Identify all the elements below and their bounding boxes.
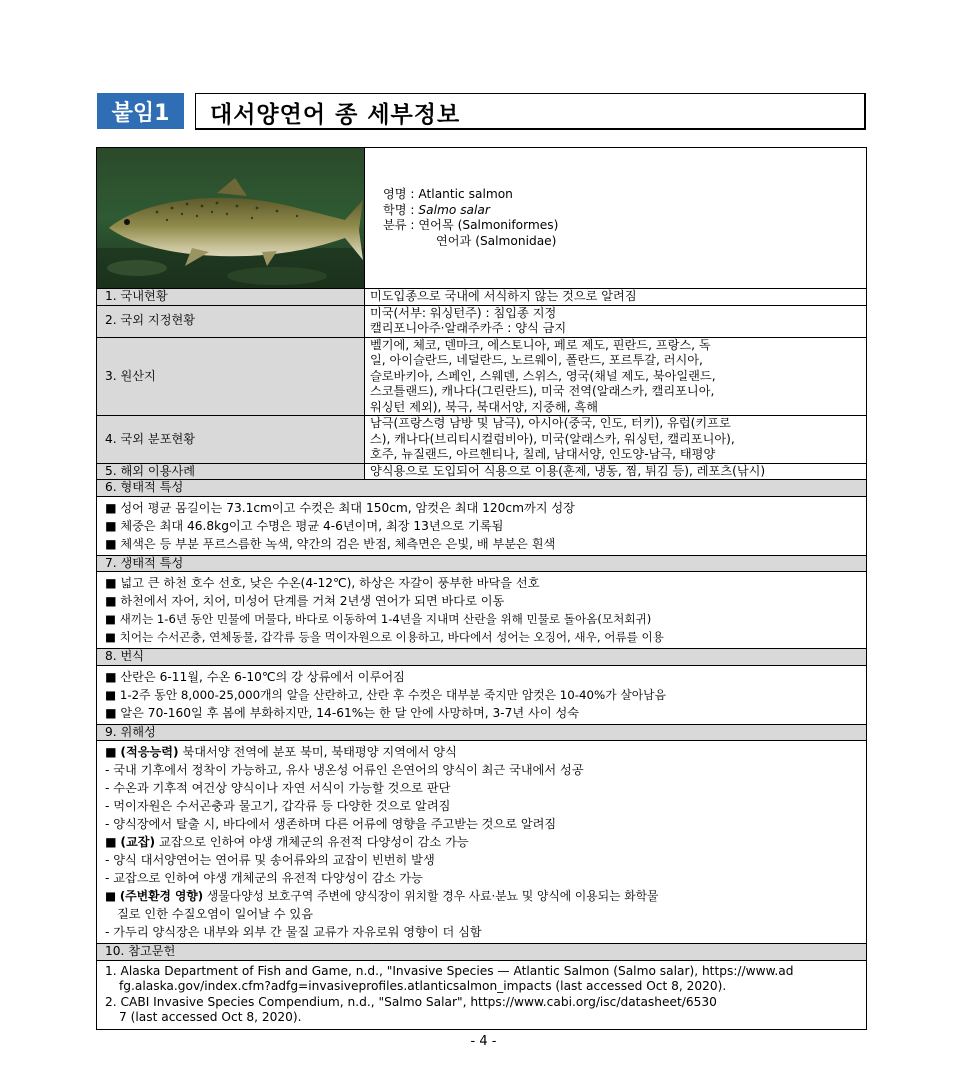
row-label-distribution: 4. 국외 분포현황 [97,416,365,464]
risk-env-text: 생물다양성 보호구역 주변에 양식장이 위치할 경우 사료·분뇨 및 양식에 이용되는 화학물 [203,889,659,903]
row-value-distribution [365,416,867,464]
dash-item: - 수온과 기후적 여건상 양식이나 자연 서식이 가능할 것으로 판단 [105,781,451,795]
class-line [383,218,861,234]
bullet-item: ■ 체중은 최대 46.8kg이고 수명은 평균 4-6년이며, 최장 13년으로 기록됨 [105,518,504,533]
row-line: 워싱턴 제외), 북극, 북대서양, 지중해, 흑해 [370,399,598,414]
common-name-label: 영명 : [383,187,419,201]
page-title: 대서양연어 종 세부정보 [210,101,461,128]
row-line: 미국(서부: 워싱턴주) : 침입종 지정 [370,305,557,320]
row-line: 남극(프랑스령 남방 및 남극), 아시아(중국, 인도, 터키), 유럽(키프로 [370,416,731,430]
bullet-item: ■ 1-2주 동안 8,000-25,000개의 알을 산란하고, 산란 후 수컷은 대부분 죽지만 암컷은 10-40%가 살아남음 [105,687,666,702]
sci-name: Salmo salar [418,202,490,217]
row-line: 스코틀랜드), 캐나다(그린란드), 미국 전역(알래스카, 캘리포니아, [370,384,715,398]
section-title-eco: 7. 생태적 특성 [97,555,867,572]
reference-line: 1. Alaska Department of Fish and Game, n.d., "Invasive Species — Atlantic Salmon (Salmo salar), https://www.ad [105,963,794,978]
bullet-item: ■ 치어는 수서곤충, 연체동물, 갑각류 등을 먹이자원으로 이용하고, 바다에서 성어는 오징어, 새우, 어류를 이용 [105,630,664,644]
row-line: 캘리포니아주·알래주카주 : 양식 금지 [370,321,567,335]
risk-env-label: (주변환경 영향) [119,889,204,903]
row-label-use: 5. 해외 이용사례 [97,463,365,480]
risk-env-head [105,887,858,905]
row-line: 벨기에, 체코, 덴마크, 에스토니아, 페로 제도, 핀란드, 프랑스, 독 [370,337,711,352]
family-line [383,234,861,250]
row-line: 스), 캐나다(브리티시컬럼비아), 미국(알래스카, 워싱턴, 캘리포니아), [370,431,735,446]
attachment-badge: 붙임1 [97,93,184,129]
section-title-morph: 6. 형태적 특성 [97,480,867,497]
row-line: 양식용으로 도입되어 식용으로 이용(훈제, 냉동, 찜, 튀김 등), 레포츠(낚시) [370,463,766,478]
bullet-mark: ■ [105,835,121,849]
section-body-eco [97,572,867,649]
bullet-item: ■ 새끼는 1-6년 동안 민물에 머물다, 바다로 이동하여 1-4년을 지내며 산란을 위해 민물로 돌아옴(모처회귀) [105,612,652,626]
common-name-line [383,187,861,203]
row-line: 호주, 뉴질랜드, 아르헨티나, 칠레, 남대서양, 인도양-남극, 태평양 [370,447,716,461]
class-label: 분류 : [383,218,419,232]
dash-item: - 양식 대서양연어는 연어류 및 송어류와의 교잡이 빈번히 발생 [105,853,435,867]
reference-line: fg.alaska.gov/index.cfm?adfg=invasiveprofiles.atlanticsalmon_impacts (last accessed Oct 8, 2020). [119,979,727,993]
row-label-domestic: 1. 국내현황 [97,289,365,306]
row-line: 슬로바키아, 스페인, 스웨덴, 스위스, 영국(채널 제도, 북아일랜드, [370,368,716,383]
row-value-origin [365,337,867,416]
common-name: Atlantic salmon [418,187,513,201]
species-info [365,148,867,289]
dash-item: - 먹이자원은 수서곤충과 물고기, 갑각류 등 다양한 것으로 알려짐 [105,799,451,813]
section-body-morph [97,496,867,555]
dash-item: - 양식장에서 탈출 시, 바다에서 생존하며 다른 어류에 영향을 주고받는 것으로 알려짐 [105,817,557,831]
bullet-item: ■ 체색은 등 부분 푸르스름한 녹색, 약간의 검은 반점, 체측면은 은빛, 배 부분은 흰색 [105,536,556,551]
risk-hybrid-head [105,833,858,851]
species-table [96,147,867,1030]
reference-line: 7 (last accessed Oct 8, 2020). [119,1010,302,1024]
section-body-repro [97,665,867,724]
title-box [195,93,866,130]
bullet-mark: ■ [105,745,121,759]
bullet-item: ■ 산란은 6-11월, 수온 6-10℃의 강 상류에서 이루어짐 [105,669,405,684]
risk-env-continuation: 질로 인한 수질오염이 일어날 수 있음 [117,907,313,921]
row-value-designation [365,305,867,337]
sci-name-line [383,203,861,219]
fish-photo [97,148,364,288]
bullet-item: ■ 하천에서 자어, 치어, 미성어 단계를 거쳐 2년생 연어가 되면 바다로 이동 [105,594,505,608]
family-name: 연어과 (Salmonidae) [436,233,557,248]
row-value-domestic [365,289,867,306]
section-title-repro: 8. 번식 [97,649,867,666]
page-header [97,93,867,129]
page-number: - 4 - [470,1034,497,1049]
bullet-item: ■ 넓고 큰 하천 호수 선호, 낮은 수온(4-12℃), 하상은 자갈이 풍부한 바닥을 선호 [105,576,540,590]
risk-adapt-head [105,743,858,761]
row-line: 미도입종으로 국내에 서식하지 않는 것으로 알려짐 [370,289,637,303]
risk-adapt-label: (적응능력) [120,745,179,759]
fish-photo-cell [97,148,365,289]
risk-adapt-text: 북대서양 전역에 분포 북미, 북태평양 지역에서 양식 [178,745,457,759]
bullet-item: ■ 알은 70-160일 후 봄에 부화하지만, 14-61%는 한 달 안에 사망하며, 3-7년 사이 성숙 [105,705,580,720]
row-line: 일, 아이슬란드, 네덜란드, 노르웨이, 폴란드, 포르투갈, 러시아, [370,353,703,367]
row-label-designation: 2. 국외 지정현황 [97,305,365,337]
row-value-use [365,463,867,480]
risk-hybrid-text: 교잡으로 인하여 야생 개체군의 유전적 다양성이 감소 가능 [155,835,469,849]
dash-item: - 가두리 양식장은 내부와 외부 간 물질 교류가 자유로워 영향이 더 심함 [105,925,482,939]
section-title-risk: 9. 위해성 [97,724,867,741]
order-name: 연어목 (Salmoniformes) [418,218,559,232]
dash-item: - 교잡으로 인하여 야생 개체군의 유전적 다양성이 감소 가능 [105,871,423,885]
bullet-mark: ■ [105,889,120,903]
sci-name-label: 학명 : [383,202,419,217]
dash-item: - 국내 기후에서 정착이 가능하고, 유사 냉온성 어류인 은연어의 양식이 최근 국내에서 성공 [105,763,584,777]
reference-line: 2. CABI Invasive Species Compendium, n.d., "Salmo Salar", https://www.cabi.org/isc/datasheet/6530 [105,994,717,1009]
section-body-risk [97,741,867,944]
section-body-refs [97,960,867,1029]
bullet-item: ■ 성어 평균 몸길이는 73.1cm이고 수컷은 최대 150cm, 암컷은 최대 120cm까지 성장 [105,500,575,515]
section-title-refs: 10. 참고문헌 [97,944,867,961]
risk-hybrid-label: (교잡) [120,835,156,849]
row-label-origin: 3. 원산지 [97,337,365,416]
